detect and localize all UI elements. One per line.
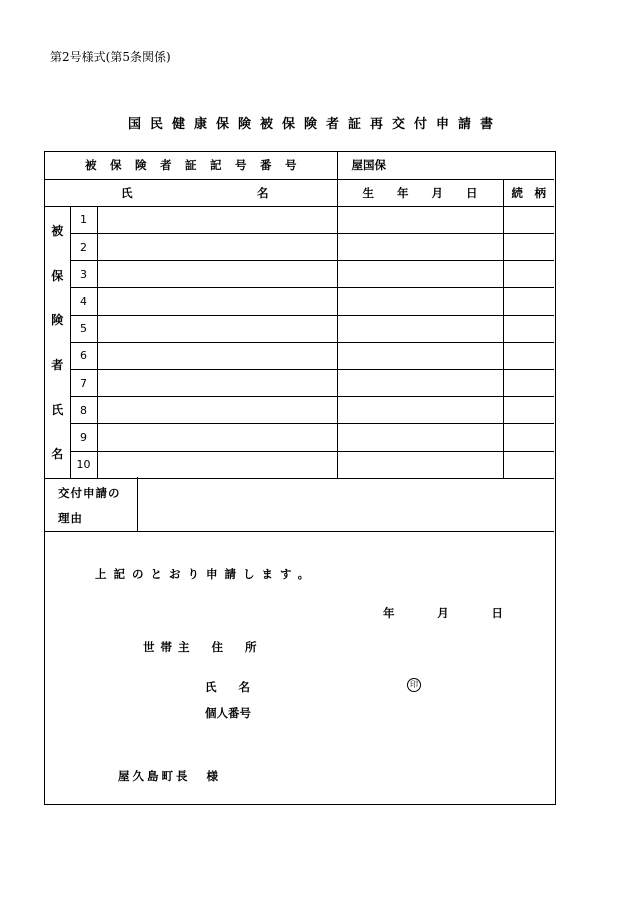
seal-mark: 印 [407,678,421,692]
row-number: 4 [70,288,97,315]
birthdate-cell[interactable] [337,315,503,342]
birthdate-cell[interactable] [337,451,503,478]
row-number: 2 [70,234,97,261]
table-row [45,451,554,478]
row-number: 7 [70,370,97,397]
name-cell[interactable] [97,424,337,451]
form-number: 第2号様式(第5条関係) [50,50,171,64]
relation-cell[interactable] [503,424,554,451]
name-cell[interactable] [97,315,337,342]
table-row [45,206,554,233]
birthdate-cell[interactable] [337,397,503,424]
card-number-value[interactable]: 屋国保 [337,152,554,179]
relation-cell[interactable] [503,288,554,315]
name-cell[interactable] [97,206,337,233]
row-number: 6 [70,342,97,369]
relation-column-header: 続 柄 [503,179,554,206]
name-cell[interactable] [97,234,337,261]
table-row [45,261,554,288]
row-number: 1 [70,206,97,233]
birthdate-cell[interactable] [337,342,503,369]
relation-cell[interactable] [503,261,554,288]
insured-name-side-label: 被 保 険 者 氏 名 [45,206,70,478]
householder-address-label: 世帯主 住 所 [143,640,263,654]
document-title: 国民健康保険被保険者証再交付申請書 [127,117,502,132]
relation-cell[interactable] [503,342,554,369]
declaration-text: 上記のとおり申請します。 [95,567,317,581]
relation-cell[interactable] [503,397,554,424]
name-cell[interactable] [97,370,337,397]
row-number: 3 [70,261,97,288]
my-number-label: 個人番号 [205,706,251,720]
name-cell[interactable] [97,288,337,315]
name-cell[interactable] [97,261,337,288]
insurance-card-number-row [45,152,554,179]
birthdate-cell[interactable] [337,234,503,261]
birthdate-cell[interactable] [337,261,503,288]
birthdate-column-header: 生 年 月 日 [337,179,503,206]
table-row [45,234,554,261]
relation-cell[interactable] [503,234,554,261]
card-number-label: 被 保 険 者 証 記 号 番 号 [45,152,337,179]
row-number: 9 [70,424,97,451]
name-column-header: 氏 名 [45,179,337,206]
insured-persons-table [45,152,554,479]
relation-cell[interactable] [503,315,554,342]
reason-section [45,477,554,532]
row-number: 10 [70,451,97,478]
birthdate-cell[interactable] [337,288,503,315]
relation-cell[interactable] [503,370,554,397]
table-row [45,315,554,342]
relation-cell[interactable] [503,451,554,478]
table-row [45,397,554,424]
reason-input[interactable] [139,477,554,531]
reason-label: 交付申請の 理由 [45,477,138,531]
row-number: 5 [70,315,97,342]
column-header-row [45,179,554,206]
applicant-name-label: 氏 名 [205,680,250,694]
application-date[interactable]: 年 月 日 [383,606,503,620]
row-number: 8 [70,397,97,424]
relation-cell[interactable] [503,206,554,233]
name-cell[interactable] [97,451,337,478]
recipient-label: 屋久島町長 様 [118,769,221,783]
name-cell[interactable] [97,342,337,369]
table-row [45,342,554,369]
table-row [45,424,554,451]
application-form [44,151,556,805]
birthdate-cell[interactable] [337,206,503,233]
table-row [45,370,554,397]
name-cell[interactable] [97,397,337,424]
birthdate-cell[interactable] [337,424,503,451]
table-row [45,288,554,315]
birthdate-cell[interactable] [337,370,503,397]
